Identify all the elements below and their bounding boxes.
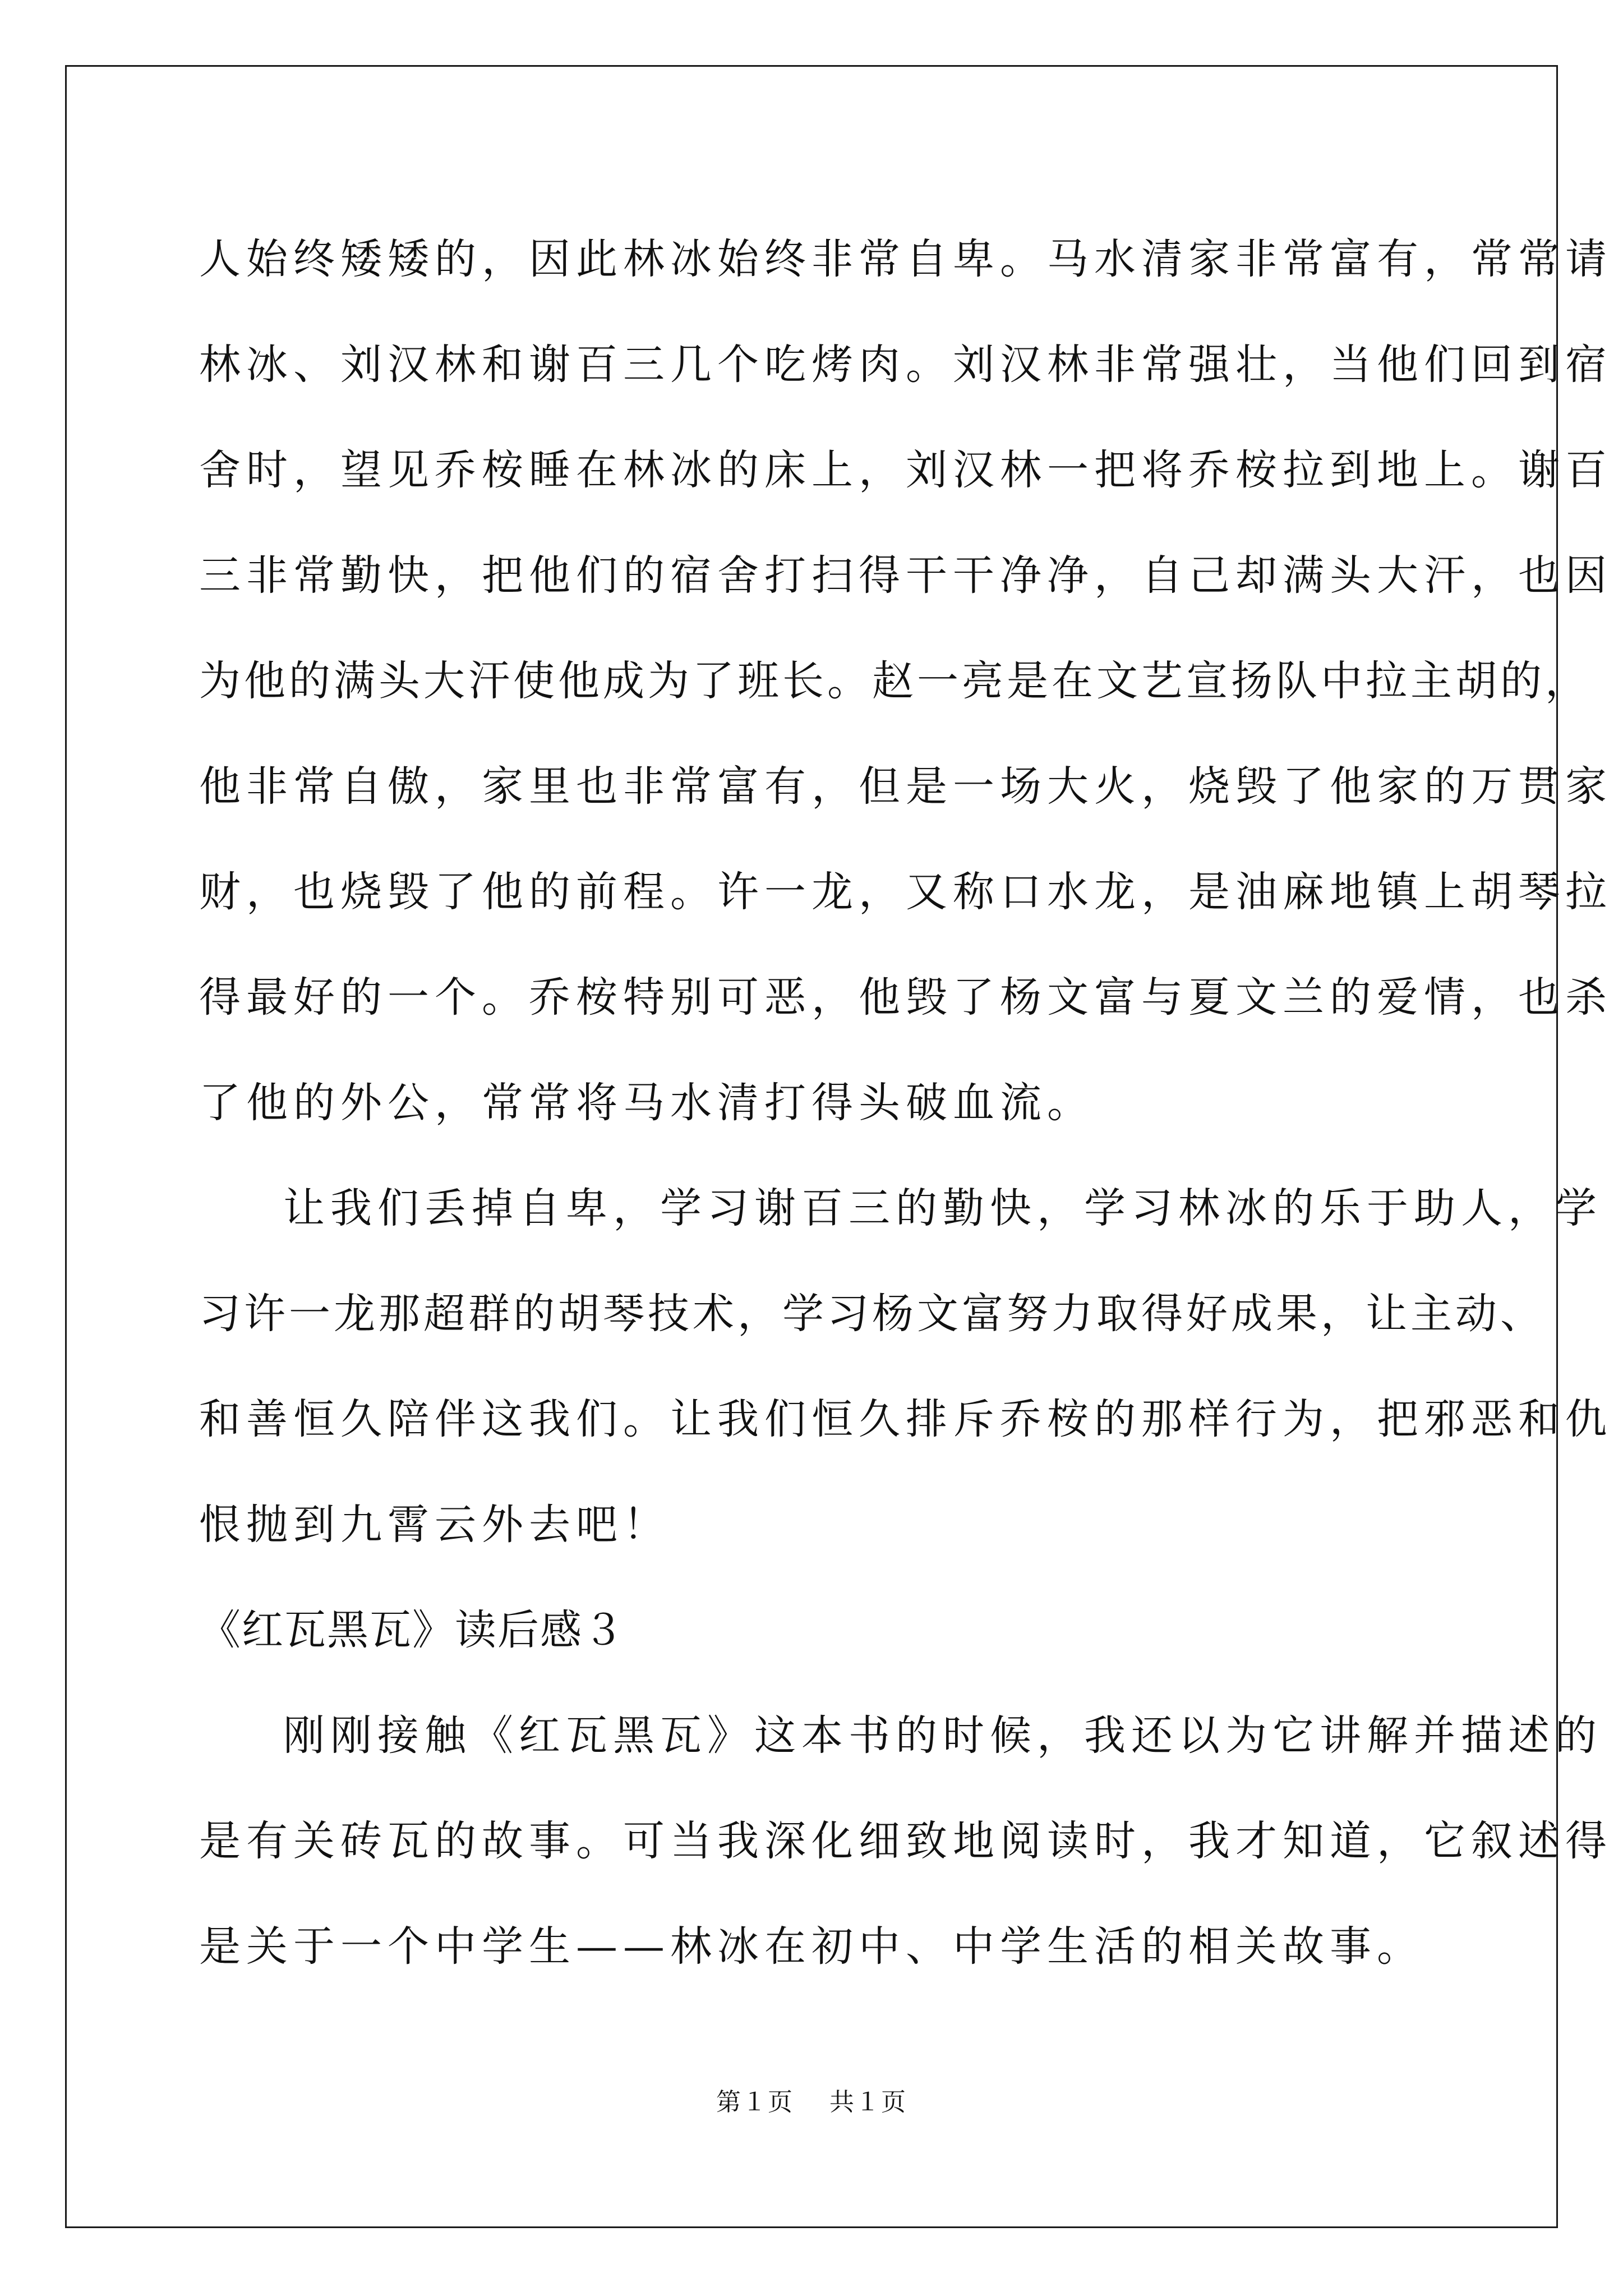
paragraph-line: 财，也烧毁了他的前程。许一龙，又称口水龙，是油麻地镇上胡琴拉	[199, 868, 1612, 916]
paragraph-line: 让我们丢掉自卑，学习谢百三的勤快，学习林冰的乐于助人，学	[283, 1184, 1602, 1232]
paragraph-line: 是关于一个中学生——林冰在初中、中学生活的相关故事。	[199, 1922, 1424, 1971]
paragraph-line: 人始终矮矮的，因此林冰始终非常自卑。马水清家非常富有，常常请	[199, 235, 1612, 283]
paragraph-line: 是有关砖瓦的故事。可当我深化细致地阅读时，我才知道，它叙述得	[199, 1817, 1612, 1865]
paragraph-line: 为他的满头大汗使他成为了班长。赵一亮是在文艺宣扬队中拉主胡的，	[199, 657, 1590, 705]
page-number: 第１页	[716, 2088, 794, 2116]
paragraph-line: 习许一龙那超群的胡琴技术，学习杨文富努力取得好成果，让主动、	[199, 1290, 1545, 1338]
footer-spacer	[794, 2088, 829, 2116]
paragraph-line: 得最好的一个。乔桉特别可恶，他毁了杨文富与夏文兰的爱情，也杀	[199, 973, 1612, 1022]
page-footer	[0, 2086, 1623, 2119]
paragraph-line: 三非常勤快，把他们的宿舍打扫得干干净净，自己却满头大汗，也因	[199, 551, 1612, 600]
paragraph-line: 了他的外公，常常将马水清打得头破血流。	[199, 1079, 1094, 1127]
paragraph-line: 恨抛到九霄云外去吧！	[199, 1501, 670, 1549]
paragraph-line: 他非常自傲，家里也非常富有，但是一场大火，烧毁了他家的万贯家	[199, 762, 1612, 811]
page-total: 共１页	[829, 2088, 907, 2116]
document-body	[199, 206, 1612, 1999]
paragraph-line: 舍时，望见乔桉睡在林冰的床上，刘汉林一把将乔桉拉到地上。谢百	[199, 446, 1612, 494]
paragraph-line: 林冰、刘汉林和谢百三几个吃烤肉。刘汉林非常强壮，当他们回到宿	[199, 341, 1612, 389]
paragraph-line: 和善恒久陪伴这我们。让我们恒久排斥乔桉的那样行为，把邪恶和仇	[199, 1395, 1612, 1443]
section-heading: 《红瓦黑瓦》读后感３	[199, 1606, 625, 1654]
paragraph-line: 刚刚接触《红瓦黑瓦》这本书的时候，我还以为它讲解并描述的	[283, 1711, 1602, 1760]
